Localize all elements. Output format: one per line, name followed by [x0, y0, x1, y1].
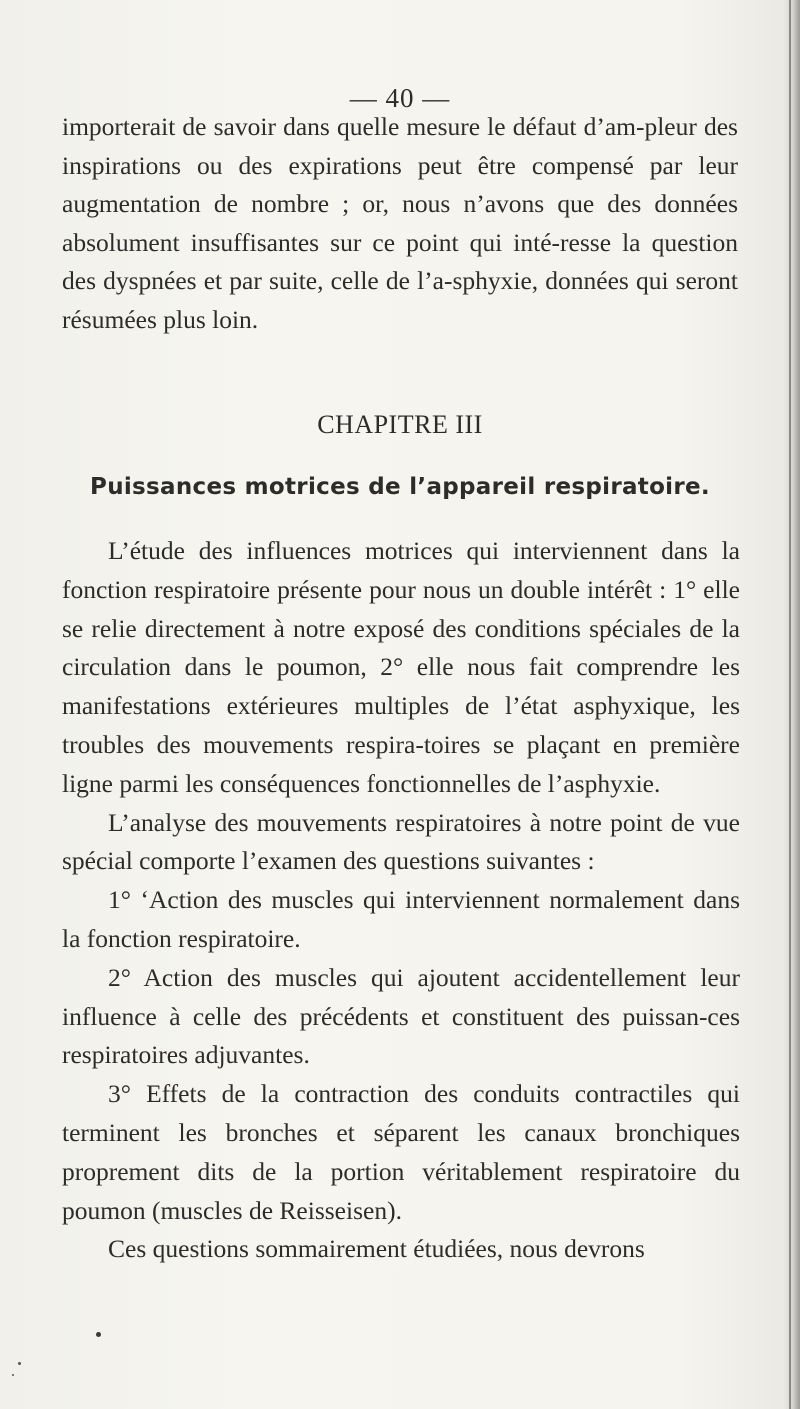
chapter-title: Puissances motrices de l’appareil respiratoire.	[90, 474, 710, 500]
page-edge-line	[789, 0, 791, 1409]
list-item: 3° Effets de la contraction des conduits contractiles qui terminent les bronches et séparent les canaux bronchiques proprement dits de la portion véritablement respiratoire du poumon (muscles de Reisseisen).	[62, 1079, 740, 1225]
chapter-heading: CHAPITRE III	[317, 410, 483, 439]
chapter-body	[62, 532, 740, 1269]
page-edge-shadow	[784, 0, 800, 1409]
paragraph: Ces questions sommairement étudiées, nous devrons	[108, 1234, 645, 1264]
intro-paragraph: importerait de savoir dans quelle mesure le défaut d’am-pleur des inspirations ou des expirations peut être compensé par leur augmentation de nombre ; or, nous n’avons que des données absolument insuffisantes sur ce point qui inté-resse la question des dyspnées et par suite, celle de l’a-sphyxie, données qui seront résumées plus loin.	[62, 112, 738, 334]
paragraph: L’étude des influences motrices qui interviennent dans la fonction respiratoire présente pour nous un double intérêt : 1° elle se relie directement à notre exposé des conditions spéciales de la circulation dans le poumon, 2° elle nous fait comprendre les manifestations extérieures multiples de l’état asphyxique, les troubles des mouvements respira-toires se plaçant en première ligne parmi les conséquences fonctionnelles de l’asphyxie.	[62, 536, 740, 798]
ink-dot	[96, 1332, 101, 1337]
paragraph: L’analyse des mouvements respiratoires à notre point de vue spécial comporte l’examen des questions suivantes :	[62, 807, 740, 876]
ink-speck	[12, 1374, 14, 1376]
list-item: 1° ‘Action des muscles qui interviennent normalement dans la fonction respiratoire.	[62, 885, 740, 953]
list-item: 2° Action des muscles qui ajoutent accidentellement leur influence à celle des précédents et constituent des puissan-ces respiratoires adjuvantes.	[62, 962, 740, 1070]
page-number: — 40 —	[349, 83, 451, 113]
ink-speck	[18, 1362, 21, 1365]
